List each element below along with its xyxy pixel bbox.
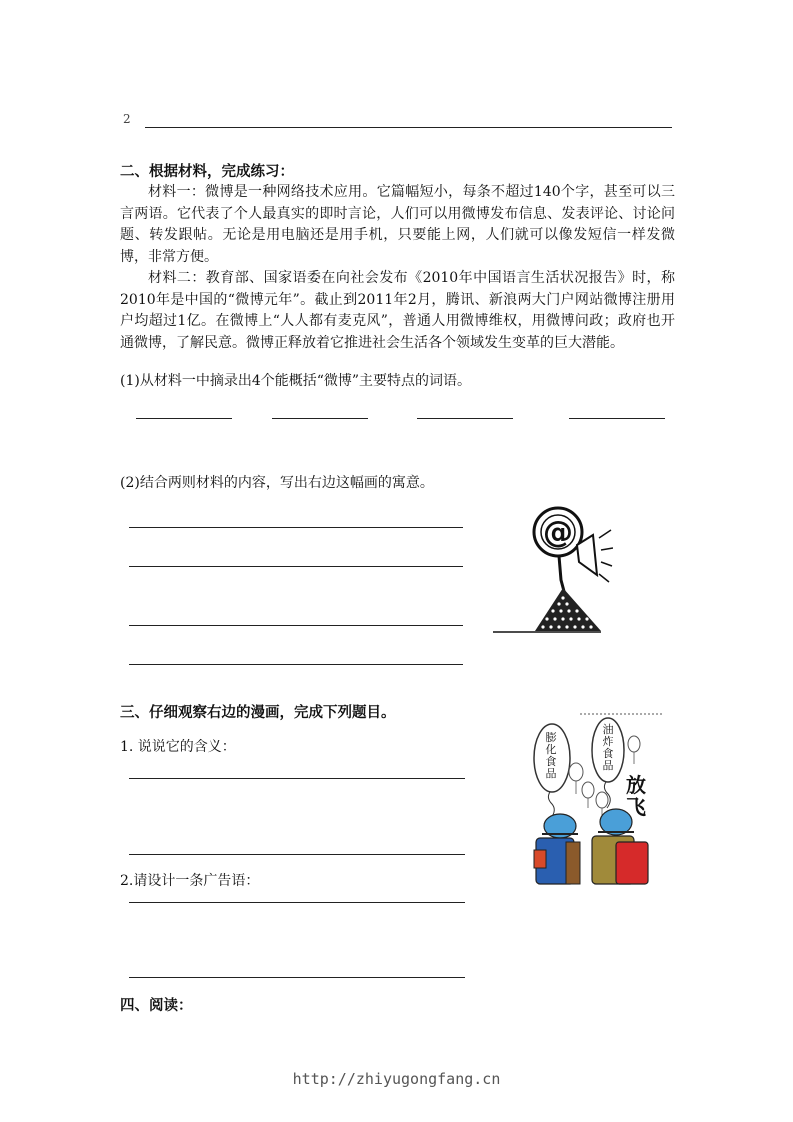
weibo-cartoon-image: [493, 500, 613, 635]
header-rule: [145, 127, 672, 128]
answer-blank-3[interactable]: [417, 418, 513, 419]
answer-line[interactable]: [129, 664, 463, 665]
section3-heading: 三、仔细观察右边的漫画，完成下列题目。: [120, 705, 396, 721]
answer-line[interactable]: [129, 527, 463, 528]
question-3-1: 1. 说说它的含义：: [120, 739, 236, 755]
page-number: 2: [123, 112, 131, 126]
material1-paragraph: 材料一：微博是一种网络技术应用。它篇幅短小，每条不超过140个字，甚至可以三言两语。它代表了个人最真实的即时言论，人们可以用微博发布信息、发表评论、讨论问题、转发跟帖。无论是用电脑还是用手机，只要能上网，人们就可以像发短信一样发微博，非常方便。: [120, 184, 675, 265]
section2-heading: 二、根据材料，完成练习：: [120, 164, 294, 180]
answer-blank-4[interactable]: [569, 418, 665, 419]
balloon-label-fried-food: 油炸食品: [602, 723, 614, 772]
answer-blank-1[interactable]: [136, 418, 232, 419]
answer-blank-2[interactable]: [272, 418, 368, 419]
food-balloon-cartoon: [530, 712, 665, 887]
svg-text:@: @: [543, 515, 573, 550]
cartoon-caption: 放飞: [626, 773, 646, 819]
section4-heading: 四、阅读：: [120, 998, 193, 1014]
material2-paragraph: 材料二：教育部、国家语委在向社会发布《2010年中国语言生活状况报告》时，称2010年是中国的“微博元年”。截止到2011年2月，腾讯、新浪两大门户网站微博注册用户均超过1亿。在微博上“人人都有麦克风”，普通人用微博维权，用微博问政；政府也开通微博，了解民意。微博正释放着它推进社会生活各个领域发生变革的巨大潜能。: [120, 270, 675, 351]
answer-line[interactable]: [129, 902, 465, 903]
answer-line[interactable]: [129, 778, 465, 779]
answer-line[interactable]: [129, 854, 465, 855]
question-3-2: 2.请设计一条广告语：: [120, 873, 260, 889]
question-2-2: (2)结合两则材料的内容，写出右边这幅画的寓意。: [120, 475, 434, 491]
footer-url: http://zhiyugongfang.cn: [292, 1070, 501, 1088]
answer-line[interactable]: [129, 625, 463, 626]
question-2-1: (1)从材料一中摘录出4个能概括“微博”主要特点的词语。: [120, 373, 472, 389]
answer-line[interactable]: [129, 977, 465, 978]
balloon-label-puffed-food: 膨化食品: [545, 731, 557, 780]
answer-line[interactable]: [129, 566, 463, 567]
